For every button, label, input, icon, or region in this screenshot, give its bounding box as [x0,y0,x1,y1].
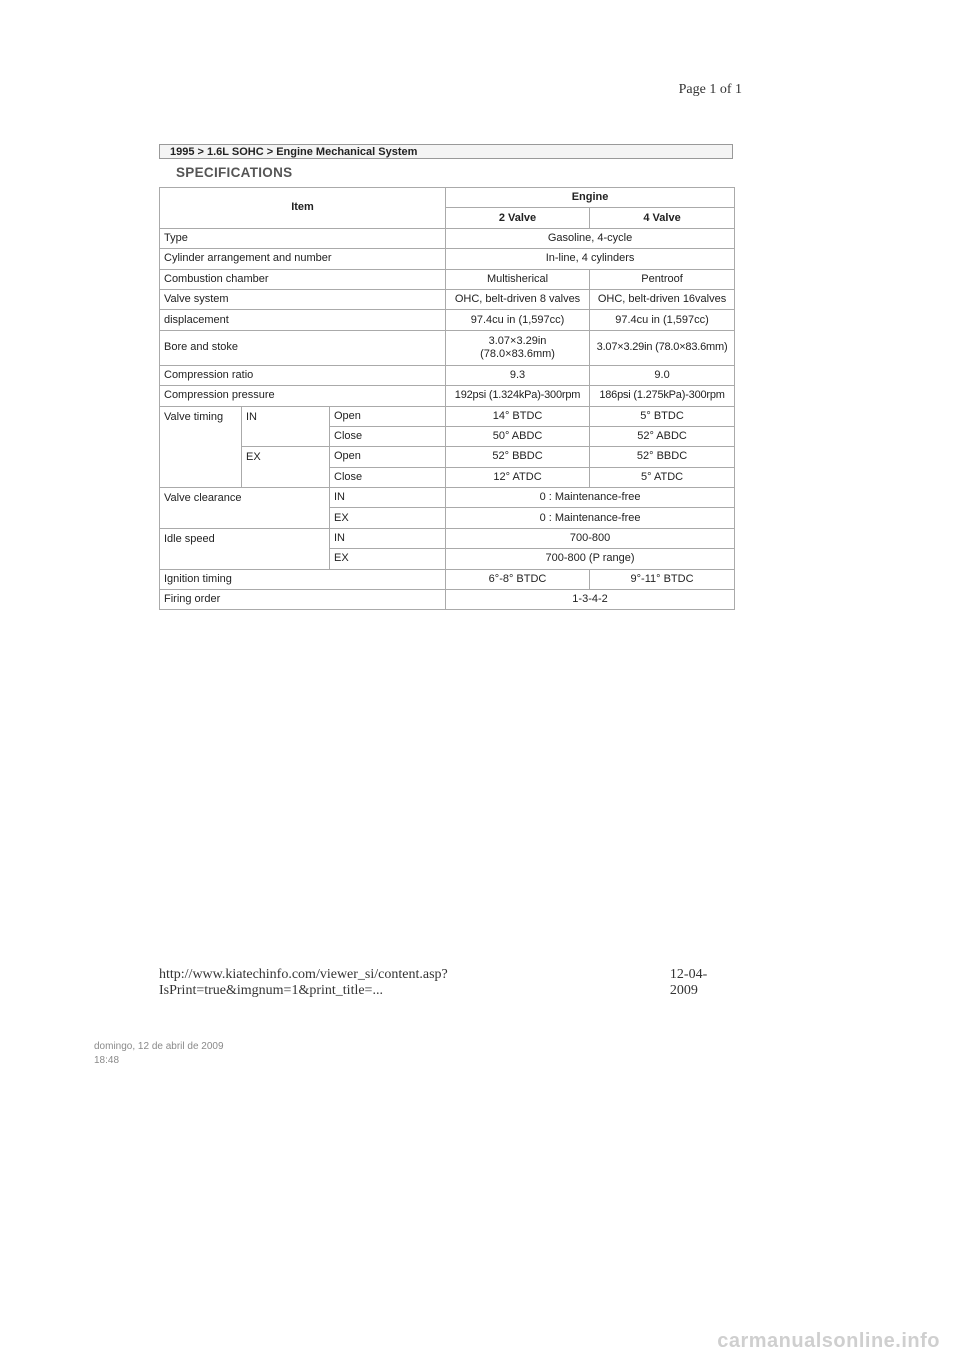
table-row [160,590,735,610]
valve-timing-in-label: IN [242,406,330,447]
row-label: displacement [160,310,446,330]
row-value-4-valve: 186psi (1.275kPa)-300rpm [590,386,735,406]
row-label: Combustion chamber [160,269,446,289]
row-value-2-valve: 97.4cu in (1,597cc) [446,310,590,330]
table-row [160,447,735,467]
table-row [160,289,735,309]
table-row [160,488,735,508]
row-value-4-valve: 9°-11° BTDC [590,569,735,589]
table-row [160,528,735,548]
row-label: Bore and stoke [160,330,446,365]
row-value-4-valve: 5° ATDC [590,467,735,487]
row-value-4-valve: 97.4cu in (1,597cc) [590,310,735,330]
row-label: Type [160,228,446,248]
row-label: Valve system [160,289,446,309]
row-value-2-valve [446,330,590,365]
row-value: 0 : Maintenance-free [446,508,735,528]
valve-timing-ex-label: EX [242,447,330,488]
row-value-2-valve: Multisherical [446,269,590,289]
row-label: Compression ratio [160,365,446,385]
row-value-4-valve: 52° ABDC [590,426,735,446]
table-row [160,228,735,248]
bore-imperial: 3.07×3.29in [488,334,547,347]
table-row [160,569,735,589]
row-value-4-valve: OHC, belt-driven 16valves [590,289,735,309]
row-label: Valve clearance [160,488,330,529]
row-value-4-valve: 5° BTDC [590,406,735,426]
section-title: SPECIFICATIONS [176,165,293,180]
table-row [160,310,735,330]
row-value-4-valve: 3.07×3.29in (78.0×83.6mm) [590,330,735,365]
footer-date: 12-04-2009 [669,967,708,998]
stamp-time: 18:48 [94,1055,120,1066]
sub-label: EX [330,508,446,528]
sub-label: EX [330,549,446,569]
row-value: In-line, 4 cylinders [446,249,735,269]
table-row [160,406,735,426]
stamp-date: domingo, 12 de abril de 2009 [94,1041,224,1052]
sub-label: IN [330,488,446,508]
row-value: 700-800 (P range) [446,549,735,569]
header-2-valve: 2 Valve [446,208,590,228]
watermark: carmanualsonline.info [717,1330,940,1352]
table-row [160,386,735,406]
bore-metric: (78.0×83.6mm) [480,347,555,360]
row-value-2-valve: 52° BBDC [446,447,590,467]
sub-label: IN [330,528,446,548]
row-value: 700-800 [446,528,735,548]
row-value-2-valve: 14° BTDC [446,406,590,426]
header-4-valve: 4 Valve [590,208,735,228]
row-value-2-valve: OHC, belt-driven 8 valves [446,289,590,309]
sub-label: Close [330,426,446,446]
footer-url: http://www.kiatechinfo.com/viewer_si/content.asp?IsPrint=true&imgnum=1&print_title=... [159,967,448,998]
breadcrumb: 1995 > 1.6L SOHC > Engine Mechanical System [159,144,733,159]
row-value-2-valve: 12° ATDC [446,467,590,487]
sub-label: Open [330,447,446,467]
specifications-table [159,187,735,610]
page-footer [159,967,735,999]
row-value-2-valve: 192psi (1.324kPa)-300rpm [446,386,590,406]
table-row [160,269,735,289]
page-number: Page 1 of 1 [678,82,742,97]
row-value: Gasoline, 4-cycle [446,228,735,248]
row-value-2-valve: 9.3 [446,365,590,385]
table-row [160,249,735,269]
row-label: Ignition timing [160,569,446,589]
row-value-2-valve: 6°-8° BTDC [446,569,590,589]
row-label: Firing order [160,590,446,610]
row-label: Cylinder arrangement and number [160,249,446,269]
header-item: Item [160,188,446,229]
row-value-2-valve: 50° ABDC [446,426,590,446]
row-value: 1-3-4-2 [446,590,735,610]
table-header-row [160,188,735,208]
timestamp-stamp [94,1040,224,1068]
table-row [160,330,735,365]
row-label: Compression pressure [160,386,446,406]
row-value-4-valve: 52° BBDC [590,447,735,467]
sub-label: Close [330,467,446,487]
header-engine: Engine [446,188,735,208]
row-value-4-valve: 9.0 [590,365,735,385]
row-value-4-valve: Pentroof [590,269,735,289]
row-value: 0 : Maintenance-free [446,488,735,508]
row-label: Valve timing [160,406,242,488]
table-row [160,365,735,385]
sub-label: Open [330,406,446,426]
row-label: Idle speed [160,528,330,569]
